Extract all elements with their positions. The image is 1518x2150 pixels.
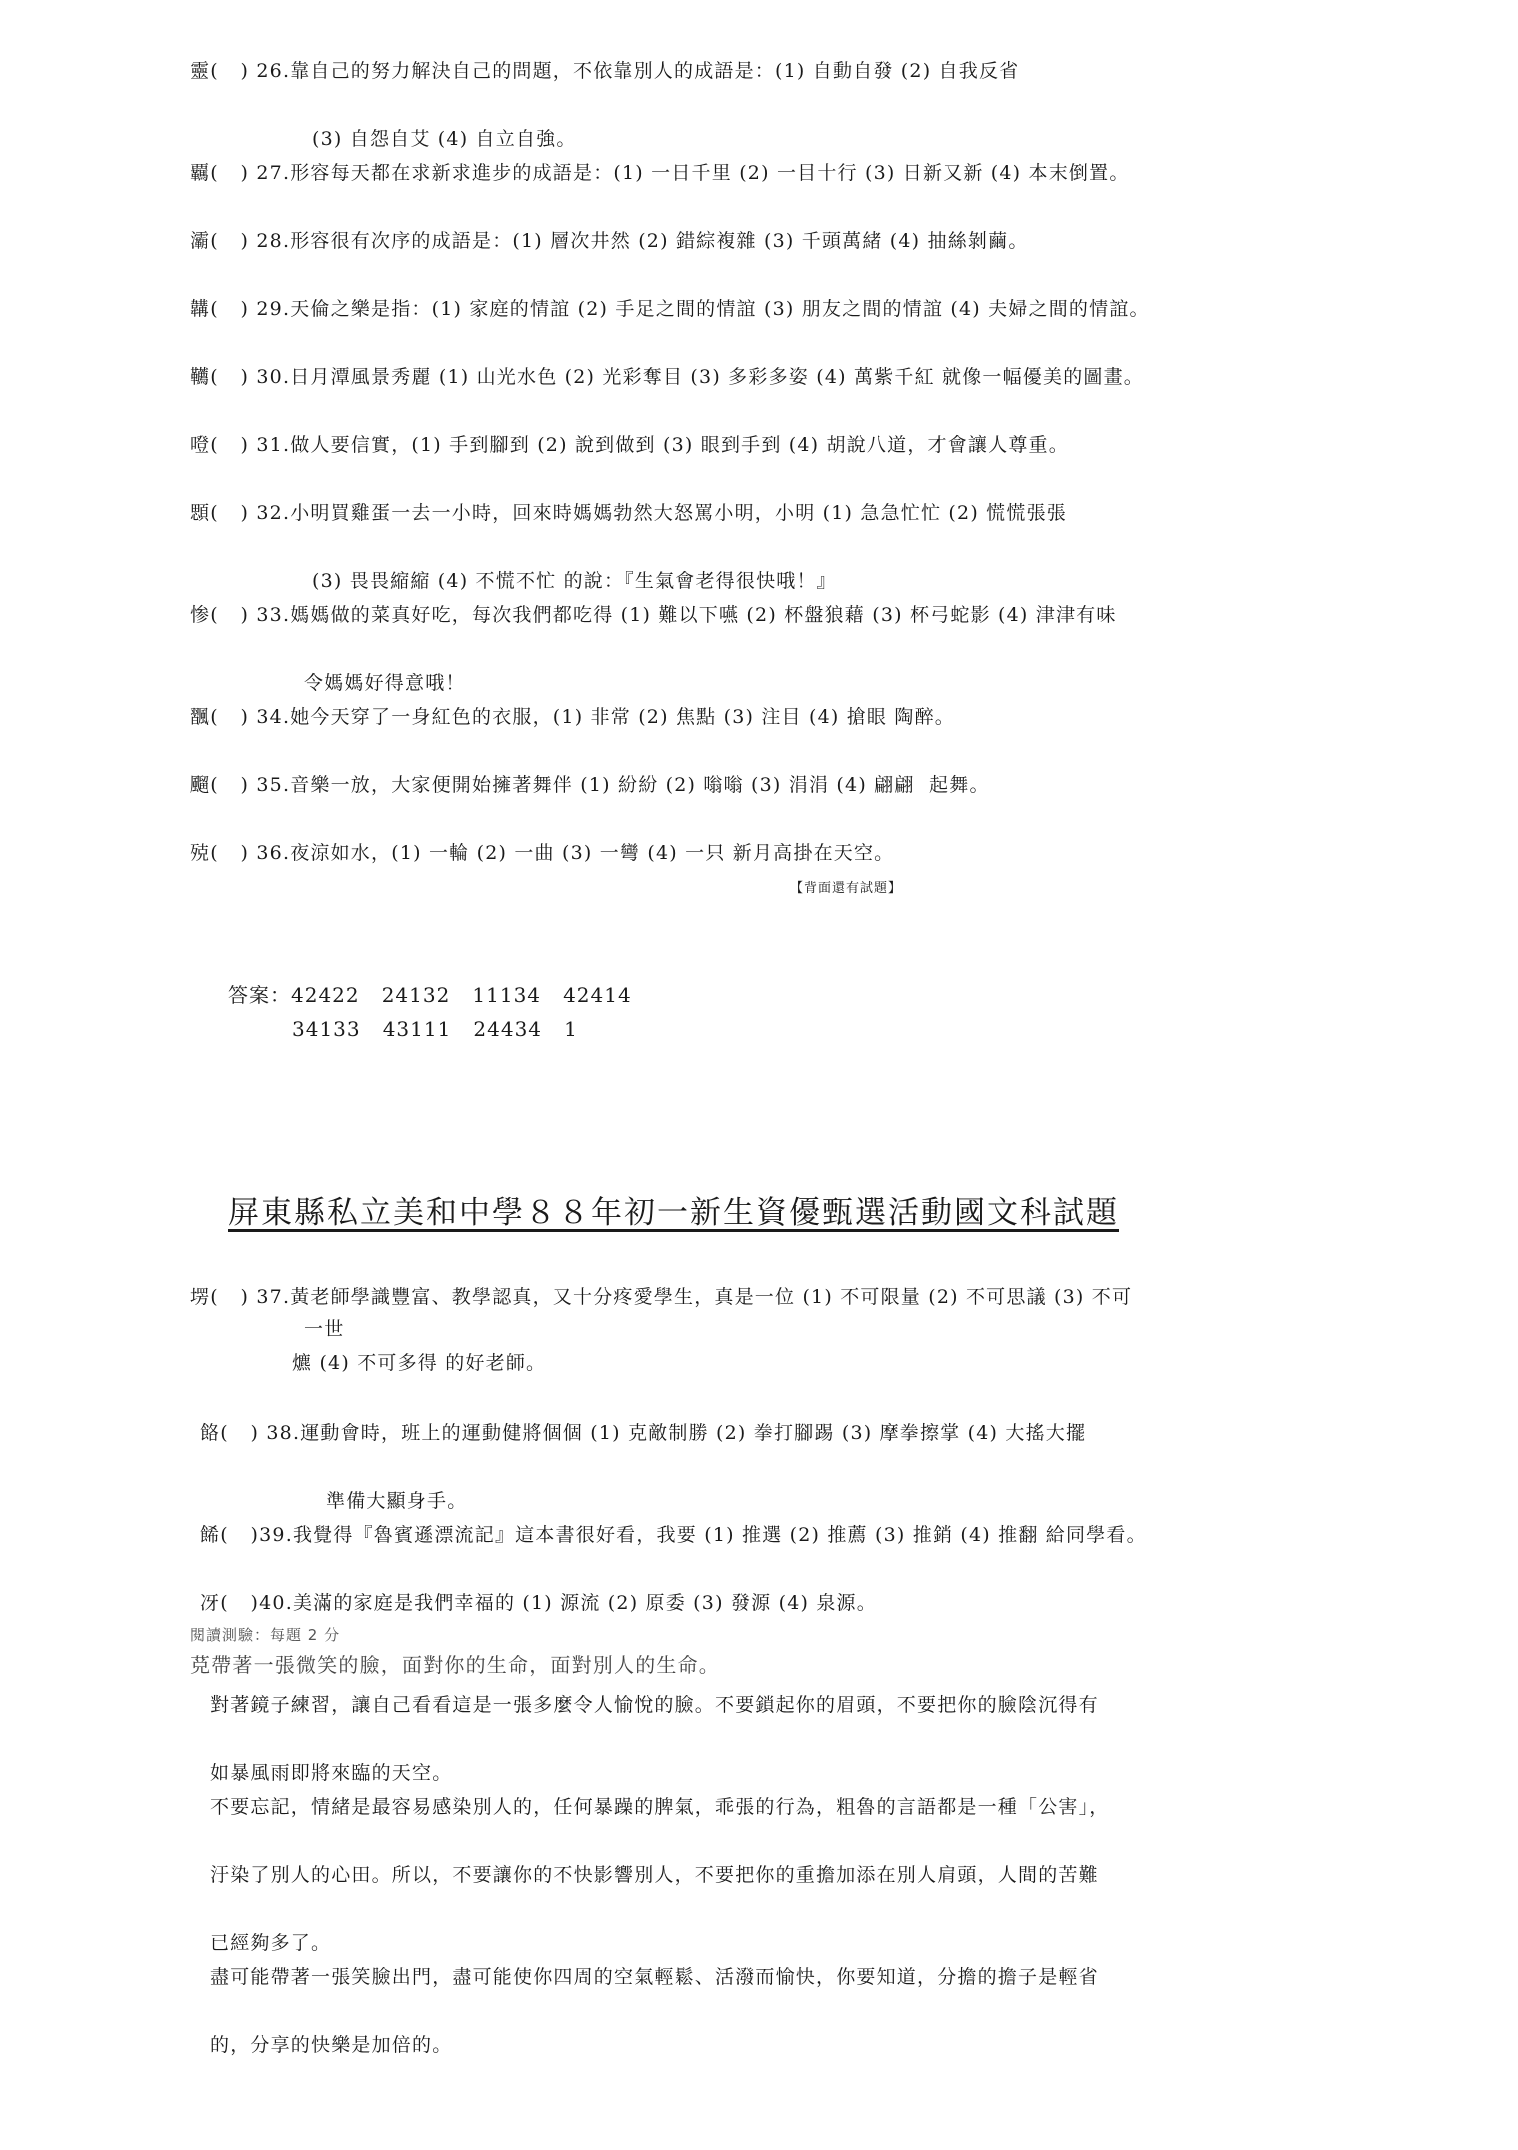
question-40-line: 冴( )40.美滿的家庭是我們幸福的 (1) 源流 (2) 原委 (3) 發源 (4) 泉源。 <box>200 1592 877 1614</box>
question-38-line: 餎( ) 38.運動會時，班上的運動健將個個 (1) 克敵制勝 (2) 拳打腳踢 (3) 摩拳擦掌 (4) 大搖大擺 <box>200 1422 1087 1444</box>
question-32-line: 顋( ) 32.小明買雞蛋一去一小時，回來時媽媽勃然大怒罵小明，小明 (1) 急急忙忙 (2) 慌慌張張 <box>190 502 1067 524</box>
passage-line: 汙染了別人的心田。所以，不要讓你的不快影響別人，不要把你的重擔加添在別人肩頭，人間的苦難 <box>210 1864 1099 1886</box>
reading-test-label: 閱讀測驗：每題 2 分 <box>190 1626 341 1644</box>
passage-line: 已經夠多了。 <box>210 1932 332 1954</box>
question-32-cont: (3) 畏畏縮縮 (4) 不慌不忙 的說：『生氣會老得很快哦！』 <box>312 570 837 592</box>
back-page-note: 【背面還有試題】 <box>790 881 903 896</box>
answer-key-line-1: 答案：42422 24132 11134 42414 <box>228 983 632 1007</box>
question-33-cont: 令媽媽好得意哦！ <box>304 672 466 694</box>
question-30-line: 韉( ) 30.日月潭風景秀麗 (1) 山光水色 (2) 光彩奪目 (3) 多彩多姿 (4) 萬紫千紅 就像一幅優美的圖畫。 <box>190 366 1145 388</box>
question-26-cont: (3) 自怨自艾 (4) 自立自強。 <box>312 128 577 150</box>
question-38-cont: 準備大顯身手。 <box>326 1490 468 1512</box>
question-34-line: 飁( ) 34.她今天穿了一身紅色的衣服，(1) 非常 (2) 焦點 (3) 注目 (4) 搶眼 陶醉。 <box>190 706 955 728</box>
question-26-line: 靈( ) 26.靠自己的努力解決自己的問題，不依靠別人的成語是：(1) 自動自發 (2) 自我反省 <box>190 60 1020 82</box>
passage-line: 如暴風雨即將來臨的天空。 <box>210 1762 453 1784</box>
exam-title: 屏東縣私立美和中學８８年初一新生資優甄選活動國文科試題 <box>228 1195 1119 1231</box>
question-35-line: 飀( ) 35.音樂一放，大家便開始擁著舞伴 (1) 紛紛 (2) 嗡嗡 (3) 涓涓 (4) 翩翩 起舞。 <box>190 774 990 796</box>
question-39-line: 餙( )39.我覺得『魯賓遜漂流記』這本書很好看，我要 (1) 推選 (2) 推薦 (3) 推銷 (4) 推翻 給同學看。 <box>200 1524 1147 1546</box>
passage-line: 盡可能帶著一張笑臉出門，盡可能使你四周的空氣輕鬆、活潑而愉快，你要知道，分擔的擔子是輕省 <box>210 1966 1099 1988</box>
question-37-cont-2: 爊 (4) 不可多得 的好老師。 <box>292 1352 547 1374</box>
passage-line: 對著鏡子練習，讓自己看看這是一張多麼令人愉悅的臉。不要鎖起你的眉頭，不要把你的臉陰沉得有 <box>210 1694 1099 1716</box>
answer-key-line-2: 34133 43111 24434 1 <box>292 1017 578 1041</box>
passage-line: 不要忘記，情緒是最容易感染別人的，任何暴躁的脾氣，乖張的行為，粗魯的言語都是一種「公害」， <box>210 1796 1110 1818</box>
question-27-line: 覊( ) 27.形容每天都在求新求進步的成語是：(1) 一日千里 (2) 一目十行 (3) 日新又新 (4) 本末倒置。 <box>190 162 1130 184</box>
question-28-line: 灞( ) 28.形容很有次序的成語是：(1) 層次井然 (2) 錯綜複雜 (3) 千頭萬緒 (4) 抽絲剝繭。 <box>190 230 1029 252</box>
question-31-line: 噔( ) 31.做人要信實，(1) 手到腳到 (2) 說到做到 (3) 眼到手到 (4) 胡說八道，才會讓人尊重。 <box>190 434 1069 456</box>
question-37-cont-1: 一世 <box>304 1318 345 1340</box>
question-37-line: 塄( ) 37.黃老師學識豐富、教學認真，又十分疼愛學生，真是一位 (1) 不可限量 (2) 不可思議 (3) 不可 <box>190 1286 1133 1308</box>
question-33-line: 惨( ) 33.媽媽做的菜真好吃，每次我們都吃得 (1) 難以下嚥 (2) 杯盤狼藉 (3) 杯弓蛇影 (4) 津津有味 <box>190 604 1117 626</box>
question-29-line: 韝( ) 29.天倫之樂是指：(1) 家庭的情誼 (2) 手足之間的情誼 (3) 朋友之間的情誼 (4) 夫婦之間的情誼。 <box>190 298 1150 320</box>
reading-heading: 莌帶著一張微笑的臉，面對你的生命，面對別人的生命。 <box>190 1653 720 1677</box>
passage-line: 的，分享的快樂是加倍的。 <box>210 2034 453 2056</box>
question-36-line: 殑( ) 36.夜涼如水，(1) 一輪 (2) 一曲 (3) 一彎 (4) 一只 新月高掛在天空。 <box>190 842 895 864</box>
